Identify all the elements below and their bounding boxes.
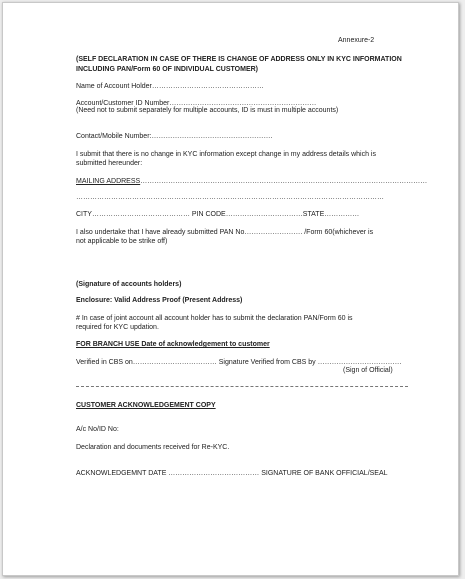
pan-undertaking-line-1: I also undertake that I have already submitted PAN No……………………. /Form 60(whichever is (76, 229, 374, 236)
declaration-line-2: submitted hereunder: (76, 160, 143, 167)
heading-line-1: (SELF DECLARATION IN CASE OF THERE IS CHANGE OF ADDRESS ONLY IN KYC INFORMATION (76, 56, 402, 63)
contact-field: Contact/Mobile Number:……………………………………………. (76, 133, 273, 140)
account-id-field: Account/Customer ID Number……………………………………………………… (76, 100, 317, 107)
joint-account-note-line-2: required for KYC updation. (76, 324, 159, 331)
annexure-label: Annexure-2 (338, 37, 375, 44)
mailing-address-dots-1: …………………………………………………………………………………………………………… (140, 178, 428, 185)
signature-of-holders: (Signature of accounts holders) (76, 281, 182, 288)
mailing-address-label: MAILING ADDRESS (76, 178, 141, 185)
documents-received-note: Declaration and documents received for Re-KYC. (76, 444, 230, 451)
document-page (2, 2, 459, 576)
acknowledgement-date-signature-row: ACKNOWLEDGEMNT DATE ………………………………… SIGNATURE OF BANK OFFICIAL/SEAL (76, 470, 388, 477)
pan-undertaking-line-2: not applicable to be strike off) (76, 238, 168, 245)
verified-in-cbs-line: Verified in CBS on……………………………… Signature Verified from CBS by ……………………………… (76, 359, 402, 366)
city-pin-state-row: CITY…………………………………… PIN CODE……………………………STATE…………… (76, 211, 360, 218)
heading-line-2: INCLUDING PAN/Form 60 OF INDIVIDUAL CUSTOMER) (76, 66, 259, 73)
branch-use-heading: FOR BRANCH USE Date of acknowledgement to customer (76, 341, 270, 348)
declaration-line-1: I submit that there is no change in KYC information except change in my address details which is (76, 151, 376, 158)
account-holder-name-field: Name of Account Holder………………………………………… (76, 83, 264, 90)
account-id-note: (Need not to submit separately for multiple accounts, ID is must in multiple accounts) (76, 107, 339, 114)
enclosure-note: Enclosure: Valid Address Proof (Present Address) (76, 297, 243, 304)
mailing-address-row (76, 177, 427, 186)
cut-line-divider (76, 386, 408, 387)
mailing-address-dots-2: …………………………………………………………………………………………………………………… (76, 194, 384, 201)
customer-ack-heading: CUSTOMER ACKNOWLEDGEMENT COPY (76, 402, 216, 409)
joint-account-note-line-1: # In case of joint account all account holder has to submit the declaration PAN/Form 60 is (76, 315, 353, 322)
sign-of-official-label: (Sign of Official) (343, 367, 393, 374)
ac-no-field: A/c No/ID No: (76, 426, 119, 433)
